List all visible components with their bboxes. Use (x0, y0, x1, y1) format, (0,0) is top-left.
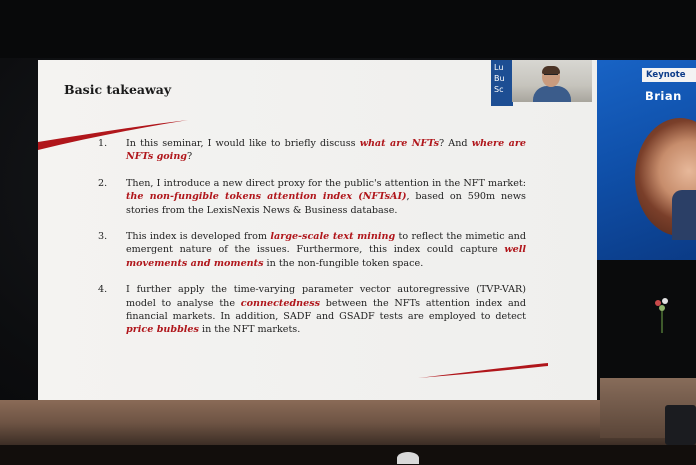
list-item-text (126, 230, 526, 270)
body-text: ? And (439, 138, 472, 149)
list-item (98, 137, 526, 164)
list-item-text (126, 137, 526, 164)
list-item (98, 177, 526, 217)
emphasized-text: where are NFTs going (126, 138, 526, 163)
emphasized-text: what are NFTs (359, 138, 440, 149)
red-swoosh-decoration-bottom (418, 360, 548, 380)
list-item-number: 1. (98, 138, 108, 149)
ceiling (0, 0, 696, 58)
speaker-webcam-feed (512, 60, 592, 102)
university-logo: Lu Bu Sc (491, 60, 513, 106)
emphasized-text: large-scale text mining (270, 231, 396, 243)
body-text: Then, I introduce a new direct proxy for the public's attention in the NFT market: (126, 177, 526, 189)
keynote-side-screen (597, 60, 696, 260)
body-text: in the NFT markets. (198, 324, 301, 336)
emphasized-text: connectedness (240, 297, 321, 309)
flower-arrangement (652, 295, 672, 335)
takeaway-list (98, 137, 526, 350)
keynote-speaker-name: Brian (645, 89, 682, 103)
body-text: in the non-fungible token space. (263, 257, 424, 269)
list-item-number: 3. (98, 231, 108, 243)
list-item-number: 2. (98, 177, 108, 189)
body-text: I further apply the time-varying parameter vector autoregressive (TVP-VAR) model to analyse the (126, 284, 526, 309)
slide-title: Basic takeaway (64, 82, 172, 97)
list-item-text (126, 177, 526, 217)
speaker-body (533, 86, 571, 102)
body-text: In this seminar, I would like to briefly discuss (126, 138, 360, 149)
body-text: This index is developed from (126, 231, 271, 243)
keynote-badge: Keynote (642, 68, 696, 82)
body-text: between the NFTs attention index and financial markets. In addition, SADF and GSADF tests are employed to detect (126, 297, 526, 323)
speaker-hair (542, 66, 560, 74)
list-item (98, 283, 526, 337)
emphasized-text: the non-fungible tokens attention index (NFTsAI) (126, 191, 407, 203)
emphasized-text: price bubbles (126, 324, 199, 336)
emphasized-text: well movements and moments (126, 244, 526, 269)
speaker-glasses (544, 74, 558, 77)
body-text: ? (187, 151, 193, 163)
stage-chair (665, 405, 696, 445)
body-text: to reflect the mimetic and emergent nature of the issues. Furthermore, this index could capture (126, 231, 526, 256)
stage-edge (0, 445, 696, 465)
body-text: , based on 590m news stories from the LexisNexis News & Business database. (126, 191, 526, 216)
speaker-portrait-shirt (672, 190, 696, 240)
list-item (98, 230, 526, 270)
list-item-number: 4. (98, 284, 108, 296)
projected-slide (38, 60, 598, 400)
audience-head (397, 452, 419, 464)
list-item-text (126, 283, 526, 337)
